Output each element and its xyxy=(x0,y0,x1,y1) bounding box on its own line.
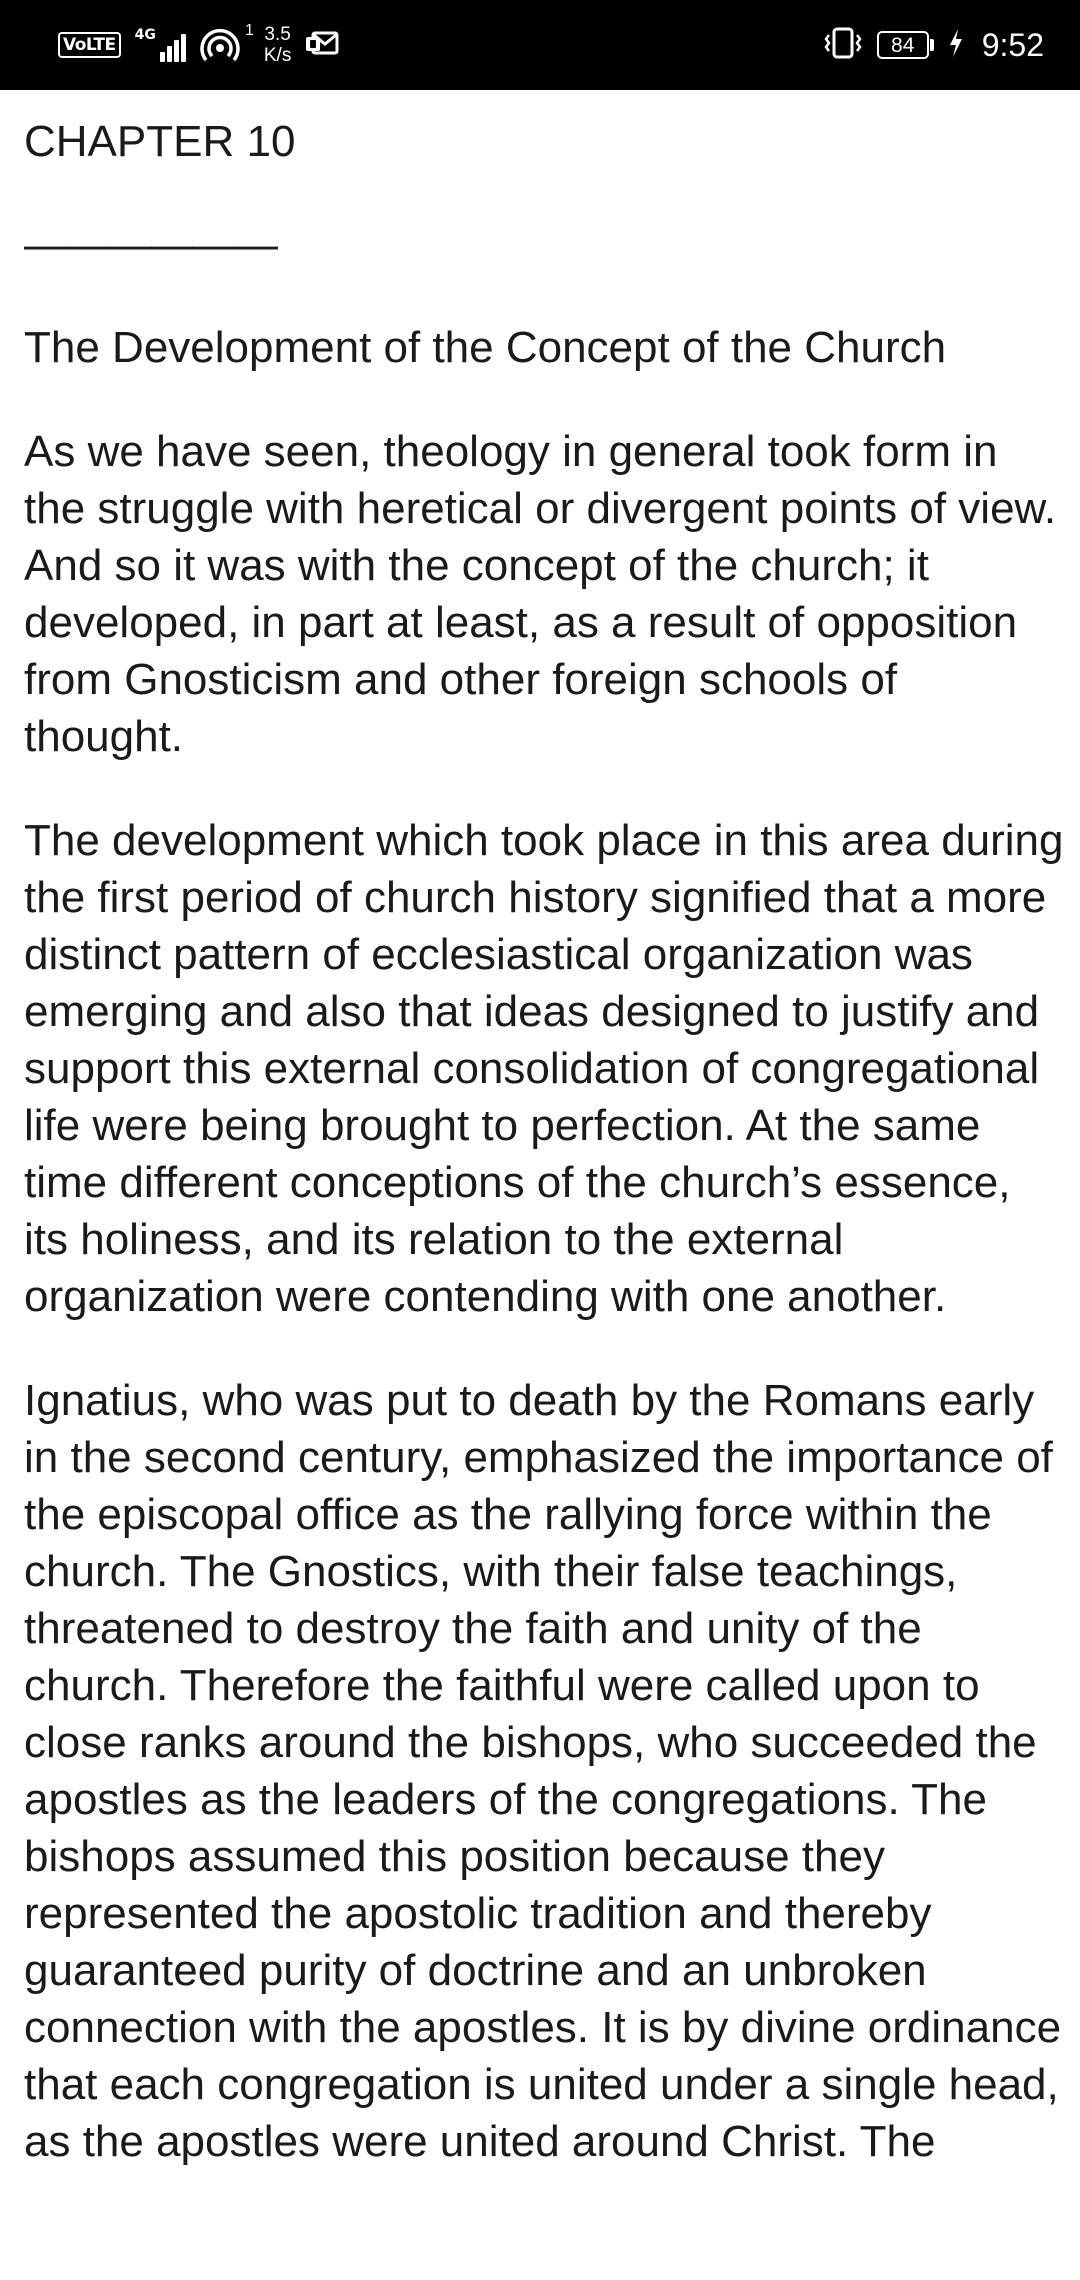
status-bar xyxy=(0,0,1080,90)
hotspot-icon xyxy=(200,22,254,62)
net-speed-unit: K/s xyxy=(263,45,292,66)
clock: 9:52 xyxy=(981,26,1044,63)
status-bar-right xyxy=(823,26,1044,65)
hotspot-count: 1 xyxy=(244,22,254,39)
volte-icon: VoLTE xyxy=(58,32,121,58)
network-type-label: 4G xyxy=(134,27,156,43)
section-title: The Development of the Concept of the Church xyxy=(24,323,947,372)
chapter-heading: CHAPTER 10 xyxy=(24,117,296,166)
paragraph: As we have seen, theology in general took form in the struggle with heretical or divergent points of view. And so it was with the concept of the church; it developed, in part at least, as a result of opposition from Gnosticism and other foreign schools of thought. xyxy=(24,427,1057,761)
signal-icon xyxy=(135,28,186,62)
status-bar-left xyxy=(58,24,339,66)
charging-icon xyxy=(948,28,964,63)
battery-icon xyxy=(877,31,934,59)
vibrate-icon xyxy=(823,26,863,65)
paragraph: The development which took place in this area during the first period of church history signified that a more distinct pattern of ecclesiastical organization was emerging and also that ideas designed to justify and support this external consolidation of congregational life were being brought to perfection. At the same time different conceptions of the church’s essence, its holiness, and its relation to the external organization were contending with one another. xyxy=(24,816,1064,1321)
paragraph: Ignatius, who was put to death by the Romans early in the second century, emphasized the importance of the episcopal office as the rallying force within the church. The Gnostics, with their false teachings, threatened to destroy the faith and unity of the church. Therefore the faithful were called upon to close ranks around the bishops, who succeeded the apostles as the leaders of the congregations. The bishops assumed this position because they represented the apostolic tradition and thereby guaranteed purity of doctrine and an unbroken connection with the apostles. It is by divine ordinance that each congregation is united under a single head, as the apostles were united around Christ. The xyxy=(24,1376,1062,2166)
battery-level: 84 xyxy=(877,31,929,59)
reader-content xyxy=(24,90,1064,2170)
chapter-divider: —————— xyxy=(24,220,276,269)
net-speed-value: 3.5 xyxy=(264,24,291,45)
notification-mail-icon xyxy=(305,30,339,61)
net-speed xyxy=(264,24,291,66)
